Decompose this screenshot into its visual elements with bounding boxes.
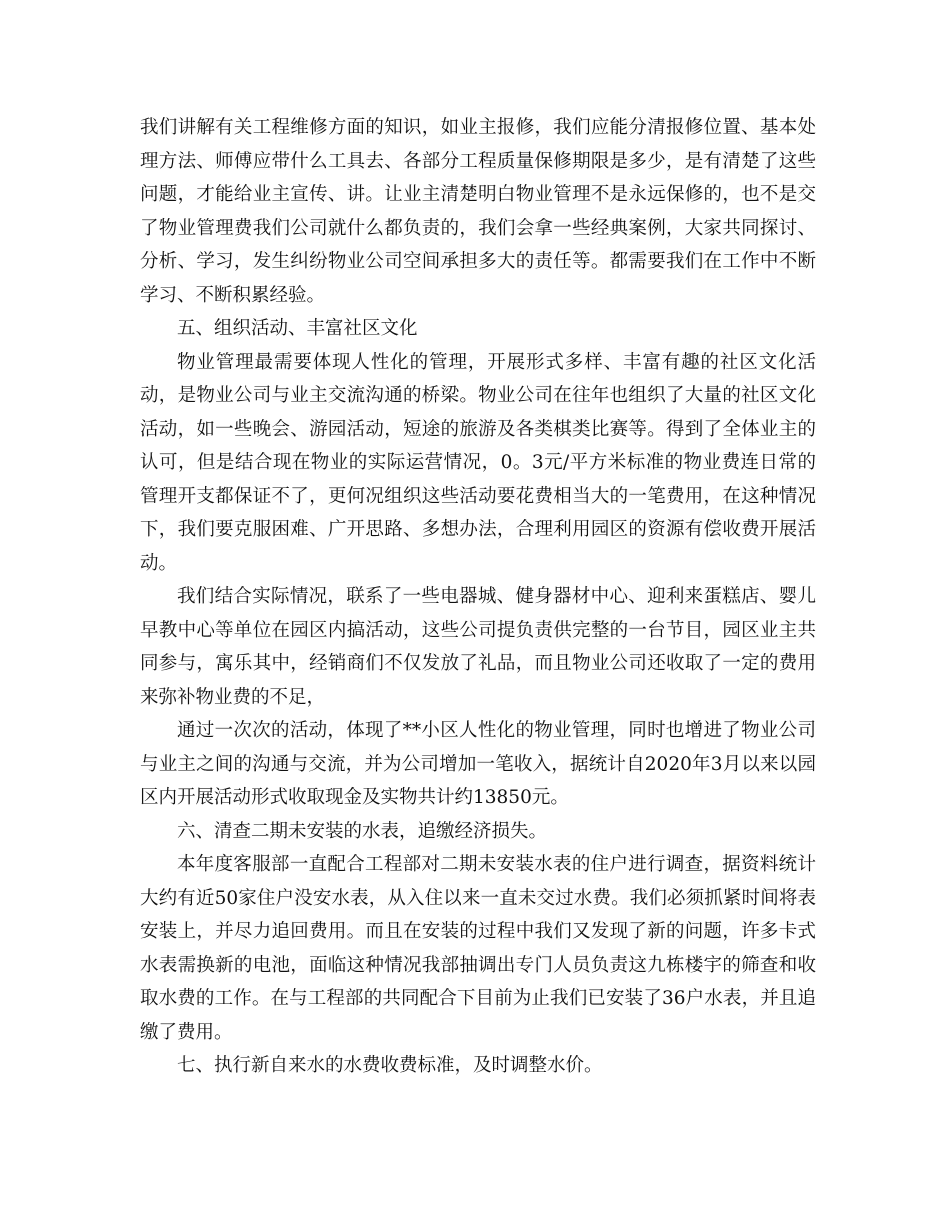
section-heading-six: 六、清查二期未安装的水表，追缴经济损失。 xyxy=(177,820,548,842)
section-heading-seven: 七、执行新自来水的水费收费标准，及时调整水价。 xyxy=(177,1055,603,1076)
paragraph-activity-income: 通过一次次的活动，体现了**小区人性化的物业管理，同时也增进了物业公司与业主之间的沟通与交流，并为公司增加一笔收入，据统计自2020年3月以来以园区内开展活动形式收取现金及实物共计约13850元。 xyxy=(140,720,816,808)
section-heading-five: 五、组织活动、丰富社区文化 xyxy=(177,318,418,339)
paragraph-community-culture: 物业管理最需要体现人性化的管理，开展形式多样、丰富有趣的社区文化活动，是物业公司与业主交流沟通的桥梁。物业公司在往年也组织了大量的社区文化活动，如一些晚会、游园活动，短途的旅游及各类棋类比赛等。得到了全体业主的认可，但是结合现在物业的实际运营情况，0。3元/平方米标准的物业费连日常的管理开支都保证不了，更何况组织这些活动要花费相当大的一笔费用，在这种情况下，我们要克服困难、广开思路、多想办法，合理利用园区的资源有偿收费开展活动。 xyxy=(140,351,816,574)
document-body xyxy=(140,111,816,1083)
paragraph-partner-activities: 我们结合实际情况，联系了一些电器城、健身器材中心、迎利来蛋糕店、婴儿早教中心等单位在园区内搞活动，这些公司提负责供完整的一台节目，园区业主共同参与，寓乐其中，经销商们不仅发放了礼品，而且物业公司还收取了一定的费用来弥补物业费的不足， xyxy=(140,586,816,708)
paragraph-water-meters: 本年度客服部一直配合工程部对二期未安装水表的住户进行调查，据资料统计大约有近50家住户没安水表，从入住以来一直未交过水费。我们必须抓紧时间将表安装上，并尽力追回费用。而且在安装的过程中我们又发现了新的问题，许多卡式水表需换新的电池，面临这种情况我部抽调出专门人员负责这九栋楼宇的筛查和收取水费的工作。在与工程部的共同配合下目前为止我们已安装了36户水表，并且追缴了费用。 xyxy=(140,854,816,1043)
paragraph-repair-knowledge: 我们讲解有关工程维修方面的知识，如业主报修，我们应能分清报修位置、基本处理方法、师傅应带什么工具去、各部分工程质量保修期限是多少，是有清楚了这些问题，才能给业主宣传、讲。让业主清楚明白物业管理不是永远保修的，也不是交了物业管理费我们公司就什么都负责的，我们会拿一些经典案例，大家共同探讨、分析、学习，发生纠纷物业公司空间承担多大的责任等。都需要我们在工作中不断学习、不断积累经验。 xyxy=(140,117,816,306)
